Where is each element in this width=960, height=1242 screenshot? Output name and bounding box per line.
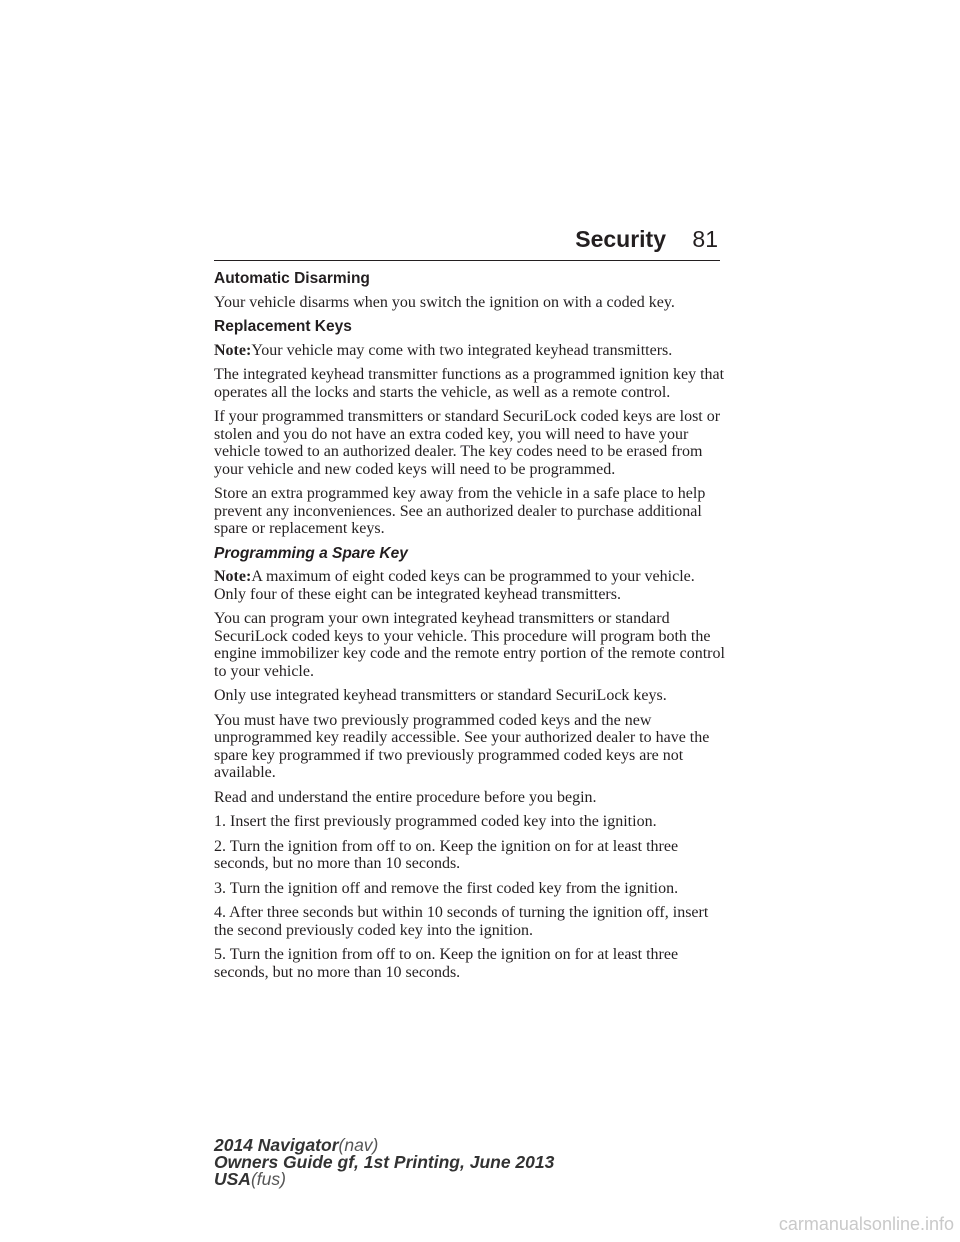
heading-programming-spare-key: Programming a Spare Key: [214, 544, 408, 562]
step: 1. Insert the first previously programmed coded key into the ignition.: [214, 813, 657, 830]
paragraph: Store an extra programmed key away from the vehicle in a safe place to help prevent any inconveniences. See an authorized dealer to purchase additional spare or replacement keys.: [214, 485, 706, 537]
paragraph: The integrated keyhead transmitter functions as a programmed ignition key that operates all the locks and starts the vehicle, as well as a remote control.: [214, 366, 725, 401]
step: 4. After three seconds but within 10 seconds of turning the ignition off, insert the second previously coded key into the ignition.: [214, 904, 709, 939]
footer-line-market: [214, 1171, 554, 1188]
paragraph: You must have two previously programmed coded keys and the new unprogrammed key readily accessible. See your authorized dealer to have the spare key programmed if two previously programmed coded keys are not available.: [214, 711, 710, 781]
section-title: Security: [575, 226, 666, 252]
footer-market: USA: [214, 1169, 251, 1189]
footer-model-code: (nav): [338, 1135, 379, 1155]
note-text: A maximum of eight coded keys can be programmed to your vehicle. Only four of these eight can be integrated keyhead transmitters.: [214, 568, 695, 603]
note-text: Your vehicle may come with two integrated keyhead transmitters.: [251, 341, 673, 359]
note-label: Note:: [214, 341, 252, 359]
paragraph: Read and understand the entire procedure before you begin.: [214, 788, 597, 806]
note: [214, 342, 729, 360]
heading-replacement-keys: Replacement Keys: [214, 318, 352, 335]
watermark[interactable]: carmanualsonline.info: [778, 1214, 954, 1234]
footer-market-code: (fus): [250, 1169, 286, 1189]
paragraph: If your programmed transmitters or standard SecuriLock coded keys are lost or stolen and you do not have an extra coded key, you will need to have your vehicle towed to an authorized dealer. The key codes need to be erased from your vehicle and new coded keys will need to be programmed.: [214, 408, 721, 478]
step: 3. Turn the ignition off and remove the first coded key from the ignition.: [214, 879, 679, 897]
heading-automatic-disarming: Automatic Disarming: [214, 270, 370, 287]
note-label: Note:: [214, 568, 252, 585]
footer-model: 2014 Navigator: [214, 1135, 339, 1155]
step: 2. Turn the ignition from off to on. Keep the ignition on for at least three seconds, but no more than 10 seconds.: [214, 837, 679, 872]
step: 5. Turn the ignition from off to on. Keep the ignition on for at least three seconds, but no more than 10 seconds.: [214, 946, 679, 981]
paragraph: You can program your own integrated keyhead transmitters or standard SecuriLock coded keys to your vehicle. This procedure will program both the engine immobilizer key code and the remote entry portion of the remote control to your vehicle.: [214, 610, 725, 680]
paragraph: Your vehicle disarms when you switch the ignition on with a coded key.: [214, 293, 675, 311]
note: [214, 568, 729, 603]
footer-printing: Owners Guide gf, 1st Printing, June 2013: [214, 1152, 555, 1172]
page-header: [214, 224, 720, 261]
page-content: [214, 268, 729, 988]
page-footer: [214, 1137, 554, 1188]
page-number: 81: [692, 226, 718, 252]
paragraph: Only use integrated keyhead transmitters or standard SecuriLock keys.: [214, 687, 667, 704]
